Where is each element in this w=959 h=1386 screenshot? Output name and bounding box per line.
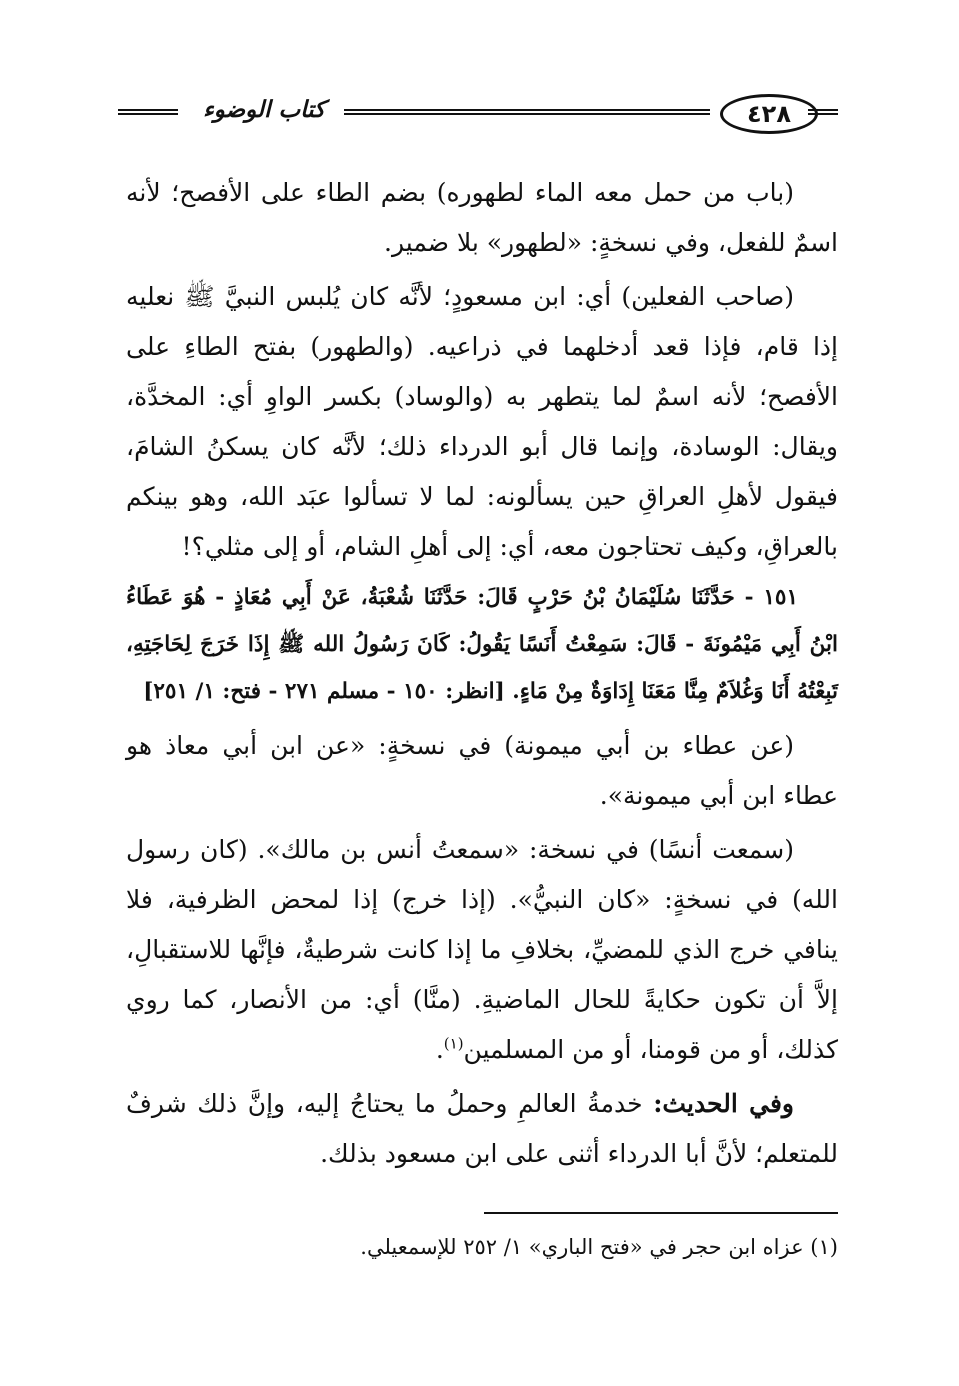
page-header (118, 92, 838, 142)
header-rule-left (118, 109, 178, 115)
paragraph-text: (سمعت أنسًا) في نسخة: «سمعتُ أنس بن مالك». (كان رسول الله) في نسخةٍ: «كان النبيُّ». (إذا خرج) إذا لمحض الظرفية، فلا ينافي خرج الذي للمضيِّ، بخلافِ ما إذا كانت شرطيةٌ، فإنَّها للاستقبالِ، إلاَّ أن تكون حكايةً للحال الماضيةِ. (منَّا) أي: من الأنصار، كما روي كذلك، أو من قومنا، أو من المسلمين (126, 835, 838, 1064)
paragraph (126, 825, 838, 1075)
page-number: ٤٢٨ (720, 94, 818, 134)
header-rule-middle (314, 109, 710, 115)
paragraph (126, 1079, 838, 1179)
footnote-reference: (١) (443, 1034, 464, 1053)
footnote: (١) عزاه ابن حجر في «فتح الباري» ١/ ٢٥٢ للإسمعيلي. (360, 1235, 838, 1259)
paragraph-text: خدمةُ العالمِ وحملُ ما يحتاجُ إليه، وإنَّ ذلك شرفٌ للمتعلم؛ لأنَّ أبا الدرداء أثنى على ابن مسعود بذلك. (126, 1089, 838, 1168)
paragraph: (صاحب الفعلين) أي: ابن مسعودٍ؛ لأنَّه كان يُلبس النبيَّ ﷺ نعليه إذا قام، فإذا قعد أدخلهما في ذراعيه. (والطهور) بفتح الطاءِ على الأفصح؛ لأنه اسمٌ لما يتطهر به (والوساد) بكسر الواوِ أي: المخدَّة، ويقال: الوسادة، وإنما قال أبو الدرداء ذلك؛ لأنَّه كان يسكنُ الشامَ، فيقول لأهلِ العراقِ حين يسألونه: لما لا تسألوا عبَد الله، وهو بينكم بالعراقِ، وكيف تحتاجون معه، أي: إلى أهلِ الشام، أو إلى مثلي؟! (126, 282, 838, 561)
paragraph: (باب من حمل معه الماء لطهوره) بضم الطاء على الأفصح؛ لأنه اسمٌ للفعل، وفي نسخةٍ: «لطهور» بلا ضمير. (126, 178, 838, 257)
paragraph-end: . (435, 1035, 444, 1064)
hadith-text: ١٥١ - حَدَّثَنَا سُلَيْمَانُ بْنُ حَرْبٍ قَالَ: حَدَّثَنَا شُعْبَةُ، عَنْ أَبِي مُعَاذٍ - هُوَ عَطَاءُ ابْنُ أَبِي مَيْمُونَةَ - قَالَ: سَمِعْتُ أَنَسًا يَقُولُ: كَانَ رَسُولُ الله ﷺ إِذَا خَرَجَ لِحَاجَتِهِ، تَبِعْتُهُ أَنَا وَغُلاَمٌ مِنَّا مَعَنَا إِدَاوَةٌ مِنْ مَاءٍ. [انظر: ١٥٠ - مسلم ٢٧١ - فتح: ١/ ٢٥١] (126, 585, 838, 704)
paragraph-lead: وفي الحديث: (653, 1089, 794, 1118)
footnote-separator (484, 1212, 838, 1214)
page-body (126, 168, 838, 1179)
book-title: كتاب الوضوء (184, 96, 344, 123)
paragraph: (عن عطاء بن أبي ميمونة) في نسخةٍ: «عن ابن أبي معاذ هو عطاء ابن أبي ميمونة». (126, 731, 838, 810)
